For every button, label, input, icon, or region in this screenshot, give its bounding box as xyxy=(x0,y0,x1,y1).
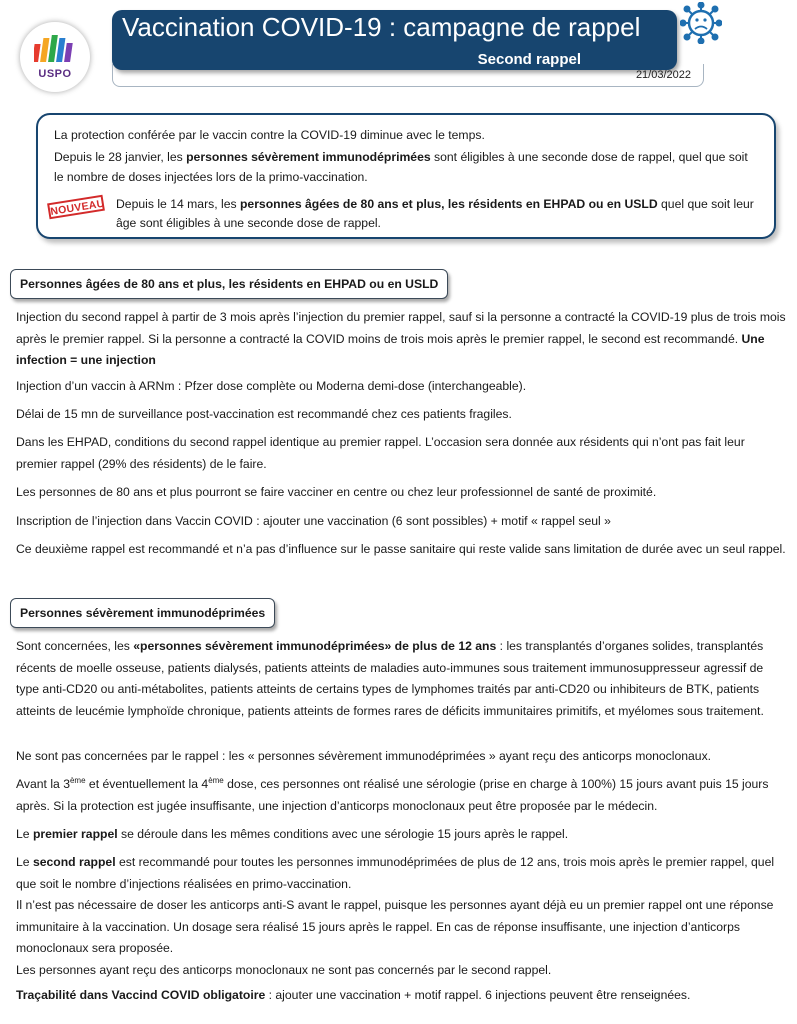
uspo-logo xyxy=(20,22,90,92)
s1-paragraph-1: Injection du second rappel à partir de 3 mois après l’injection du premier rappel, sauf si la personne a contracté la COVID-19 plus de trois mois après le premier rappel. Si la personne a contracté la COVID moins de trois mois après le premier rappel, le second est recommandé. Une infection = une injection xyxy=(16,310,786,367)
intro-line-3: le nombre de doses injectées lors de la primo-vaccination. xyxy=(54,170,368,184)
date-box xyxy=(112,64,704,87)
uspo-logo-bars-icon xyxy=(34,34,76,64)
section-heading-immunodeprimees: Personnes sévèrement immunodéprimées xyxy=(10,598,275,628)
s2-paragraph-4: Le premier rappel se déroule dans les mêmes conditions avec une sérologie 15 jours après le rappel. xyxy=(16,827,569,841)
s1-paragraph-3: Délai de 15 mn de surveillance post-vaccination est recommandé chez ces patients fragiles. xyxy=(16,407,512,421)
page-subtitle: Second rappel xyxy=(477,51,581,68)
intro-line-1: La protection conférée par le vaccin contre la COVID-19 diminue avec le temps. xyxy=(54,128,485,142)
s1-paragraph-4: Dans les EHPAD, conditions du second rappel identique au premier rappel. L’occasion sera donnée aux résidents qui n’ont pas fait leur premier rappel (29% des résidents) de le faire. xyxy=(16,435,745,471)
section-heading-80-plus: Personnes âgées de 80 ans et plus, les résidents en EHPAD ou en USLD xyxy=(10,269,448,299)
title-banner xyxy=(112,10,677,70)
s2-paragraph-5: Le second rappel est recommandé pour toutes les personnes immunodéprimées de plus de 12 ans, trois mois après le premier rappel, quel que soit le nombre d’injections réalisées en primo-vaccination. Il n’est pas nécessaire de doser les anticorps anti-S avant le rappel, puisque les personnes ayant déjà eu un premier rappel ont une réponse immunitaire à la vaccination. Un dosage sera réalisé 15 jours après le rappel. En cas de réponse insuffisante, une injection d’anticorps monoclonaux sera proposée. Les personnes ayant reçu des anticorps monoclonaux ne sont pas concernés par le second rappel. xyxy=(16,855,775,977)
s1-paragraph-6: Inscription de l’injection dans Vaccin COVID : ajouter une vaccination (6 sont possibles) + motif « rappel seul » xyxy=(16,514,611,528)
intro-line-2: Depuis le 28 janvier, les personnes sévèrement immunodéprimées sont éligibles à une seconde dose de rappel, quel que soit xyxy=(54,150,748,164)
s1-paragraph-2: Injection d’un vaccin à ARNm : Pfzer dose complète ou Moderna demi-dose (interchangeable). xyxy=(16,379,527,393)
s2-paragraph-2: Ne sont pas concernées par le rappel : les « personnes sévèrement immunodéprimées » ayant reçu des anticorps monoclonaux. xyxy=(16,749,712,763)
publication-date: 21/03/2022 xyxy=(635,69,691,81)
s2-paragraph-1: Sont concernées, les «personnes sévèrement immunodéprimées» de plus de 12 ans : les transplantés d’organes solides, transplantés récents de moelle osseuse, patients dialysés, patients atteints de maladies auto-immunes sous traitement immunosuppresseur agressif de type anti-CD20 ou anti-métabolites, patients atteints de certains types de lymphomes traités par anti-CD20 ou inhibiteurs de BTK, patients atteints de leucémie lymphoïde chronique, patients atteints de formes rares de déficits immunitaires primitifs, et myélomes sous traitement. xyxy=(16,639,764,718)
page-title: Vaccination COVID-19 : campagne de rappel xyxy=(122,12,641,42)
s2-paragraph-3: Avant la 3ème et éventuellement la 4ème dose, ces personnes ont réalisé une sérologie (prise en charge à 100%) 15 jours avant puis 15 jours après. Si la protection est jugée insuffisante, une injection d’anticorps monoclonaux peut être proposée par le médecin. xyxy=(16,775,769,813)
s1-paragraph-7: Ce deuxième rappel est recommandé et n’a pas d’influence sur le passe sanitaire qui reste valide sans limitation de durée avec un seul rappel. xyxy=(16,542,786,556)
s1-paragraph-5: Les personnes de 80 ans et plus pourront se faire vacciner en centre ou chez leur professionnel de santé de proximité. xyxy=(16,485,657,499)
uspo-logo-text: USPO xyxy=(38,68,72,80)
intro-new-text: Depuis le 14 mars, les personnes âgées de 80 ans et plus, les résidents en EHPAD ou en USLD quel que soit leur âge sont éligibles à une seconde dose de rappel. xyxy=(116,197,754,230)
intro-box xyxy=(36,113,776,239)
virus-icon xyxy=(680,2,722,44)
s2-paragraph-6: Traçabilité dans Vaccind COVID obligatoire : ajouter une vaccination + motif rappel. 6 injections peuvent être renseignées. xyxy=(16,988,691,1002)
nouveau-stamp: NOUVEAU xyxy=(47,195,105,220)
